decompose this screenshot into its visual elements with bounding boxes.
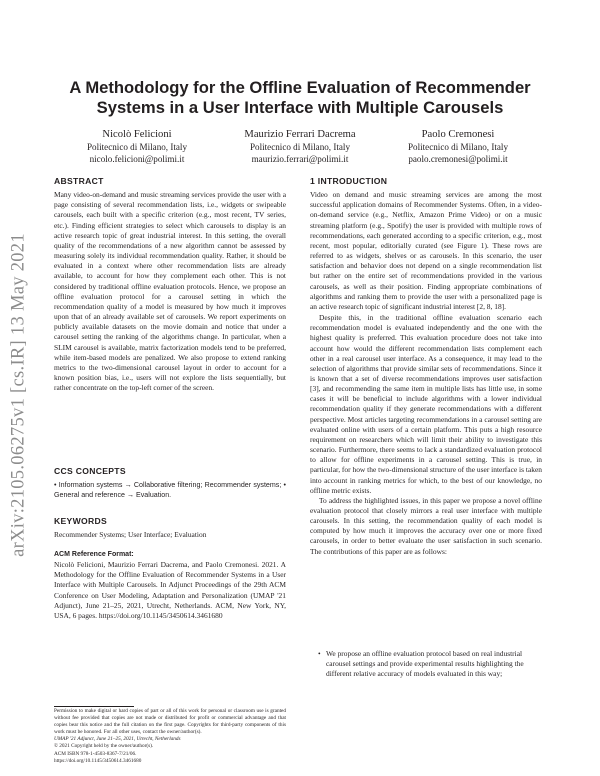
author-email: nicolo.felicioni@polimi.it — [89, 154, 185, 165]
keywords-text: Recommender Systems; User Interface; Evaluation — [54, 530, 207, 540]
reference-format-text: Nicolò Felicioni, Maurizio Ferrari Dacrema, and Paolo Cremonesi. 2021. A Methodology for the Offline Evaluation of Recommender Systems in a User Interface with Multiple Carousels. In Adjunct Proceedings of the 29th ACM Conference on User Modeling, Adaptation and Personalization (UMAP '21 Adjunct), June 21–25, 2021, Utrecht, Netherlands. ACM, New York, NY, USA, 6 pages. https://doi.org/10.1145/3450614.3461680 — [54, 560, 286, 620]
copyright-line: © 2021 Copyright held by the owner/author(s). — [54, 743, 154, 750]
arxiv-identifier — [6, 180, 32, 610]
introduction-section — [310, 176, 542, 557]
author-email: paolo.cremonesi@polimi.it — [408, 154, 508, 165]
keywords-heading: KEYWORDS — [54, 516, 108, 526]
abstract-section — [54, 176, 286, 393]
abstract-heading: ABSTRACT — [54, 176, 104, 186]
arxiv-label: arXiv:2105.06275v1 [cs.IR] 13 May 2021 — [8, 233, 29, 557]
ccs-section — [54, 466, 286, 500]
introduction-heading: 1 INTRODUCTION — [310, 176, 388, 186]
contribution-bullet-text: We propose an offline evaluation protocol based on real industrial carousel settings and provide experimental results highlighting the different relative accuracy of models evaluated in this way; — [326, 649, 524, 679]
author-name: Nicolò Felicioni — [102, 129, 172, 140]
conference-line: UMAP '21 Adjunct, June 21–25, 2021, Utrecht, Netherlands — [54, 736, 181, 743]
abstract-text: Many video-on-demand and music streaming services provide the user with a page consisting of several recommendation lists, i.e., widgets or swipeable carousels, each built with a specific criterion (e.g., most recent, TV series, etc.). Finding efficient strategies to select which carousels to display is an active research topic of great industrial interest. In this setting, the overall quality of the recommendations of a new algorithm cannot be assessed by measuring solely its individual recommendation quality. Rather, it should be evaluated in a context where other recommendation lists are already available, to account for how they complement each other. This is not considered by traditional offline evaluation protocols. Hence, we propose an offline evaluation protocol for a carousel setting in which the recommendation quality of a model is measured by how much it improves upon that of an already available set of carousels. We report experiments on publicly available datasets on the movie domain and notice that under a carousel setting the ranking of the algorithms change. In particular, when a SLIM carousel is available, matrix factorization models tend to be preferred, while item-based models are penalized. We also propose to extend ranking metrics to the two-dimensional carousel layout in order to account for a known position bias, i.e., users will not explore the lists sequentially, but rather concentrate on the top-left corner of the screen. — [54, 190, 286, 393]
author-affiliation: Politecnico di Milano, Italy — [249, 142, 350, 152]
isbn-line: ACM ISBN 978-1-4503-8367-7/21/06. — [54, 750, 137, 757]
keywords-section — [54, 516, 286, 540]
intro-paragraph-3: To address the highlighted issues, in this paper we propose a novel offline evaluation protocol that closely mirrors a real user interface with multiple carousels. In this setting, the recommendation quality of each model is computed by how much it improves the accuracy over one or more fixed carousels, in order to better evaluate the user satisfaction in such scenario. The contributions of this paper are as follows: — [310, 495, 542, 556]
author-2 — [210, 128, 390, 165]
author-affiliation: Politecnico di Milano, Italy — [86, 142, 187, 152]
ccs-text: • Information systems → Collaborative filtering; Recommender systems; • General and reference → Evaluation. — [54, 481, 286, 500]
author-3 — [368, 128, 548, 165]
paper-title: A Methodology for the Offline Evaluation of Recommender Systems in a User Interface with Multiple Carousels — [69, 78, 531, 117]
ccs-heading: CCS CONCEPTS — [54, 466, 126, 476]
intro-paragraph-1: Video on demand and music streaming services are among the most successful application domains of Recommender Systems. Often, in a video-on-demand service (e.g., Netflix, Amazon Prime Video) or on a music streaming platform (e.g., Spotify) the user is provided with multiple rows of recommendations, each generated according to a specific criterion, e.g., most recent, most popular, editorially curated (see Figure 1). These rows are referred to as widgets, shelves or as carousels. In this scenario, the user satisfaction and behavior does not depend on a single recommendation list but rather on the entire set of recommendations provided in the various carousels, as well as their position. Finding appropriate combinations of algorithms and ranking them to provide the user with a personalized page is an active research topic of significant industrial interest [2, 8, 18]. — [310, 190, 542, 311]
doi-line: https://doi.org/10.1145/3450614.3461680 — [54, 757, 142, 764]
footnote-divider — [54, 706, 134, 707]
bullet-marker: • — [318, 649, 321, 658]
author-email: maurizio.ferrari@polimi.it — [251, 154, 349, 165]
intro-paragraph-2: Despite this, in the traditional offline evaluation scenario each recommendation model is evaluated independently and the one with the highest quality is preferred. This evaluation procedure does not take into account how would the different recommendation lists complement each other in a real carousel user interface. As a consequence, it may lead to the selection of algorithms that provide similar sets of recommendations. Since it is known that a set of diverse recommendations improves user satisfaction [3], and recommending the same item in multiple lists has little use, in some cases it will be beneficial to include algorithms with a lower individual recommendation quality if they generate recommendations with a different perspective. Most articles targeting recommendations in a carousel setting are evaluated online with users of a certain platform. This puts a high resource requirement on researchers which will limit their ability to investigate this scenario. Furthermore, there seems to lack a standardized evaluation protocol to allow for offline experiments in a carousel setting. This is true, in particular, for how the two-dimensional structure of the user interface is taken into account in ranking metrics for which, to the best of our knowledge, no offline metric exists. — [310, 313, 542, 495]
permission-notice: Permission to make digital or hard copies of part or all of this work for personal or classroom use is granted without fee provided that copies are not made or distributed for profit or commercial advantage and that copies bear this notice and the full citation on the first page. Copyrights for third-party components of this work must be honored. For all other uses, contact the owner/author(s). — [54, 708, 286, 736]
author-name: Maurizio Ferrari Dacrema — [244, 129, 356, 140]
author-1 — [47, 128, 227, 165]
reference-format — [54, 550, 286, 621]
author-affiliation: Politecnico di Milano, Italy — [407, 142, 508, 152]
contribution-bullet — [318, 649, 542, 679]
permission-block — [54, 708, 286, 765]
author-name: Paolo Cremonesi — [421, 129, 495, 140]
reference-format-heading: ACM Reference Format: — [54, 551, 134, 558]
